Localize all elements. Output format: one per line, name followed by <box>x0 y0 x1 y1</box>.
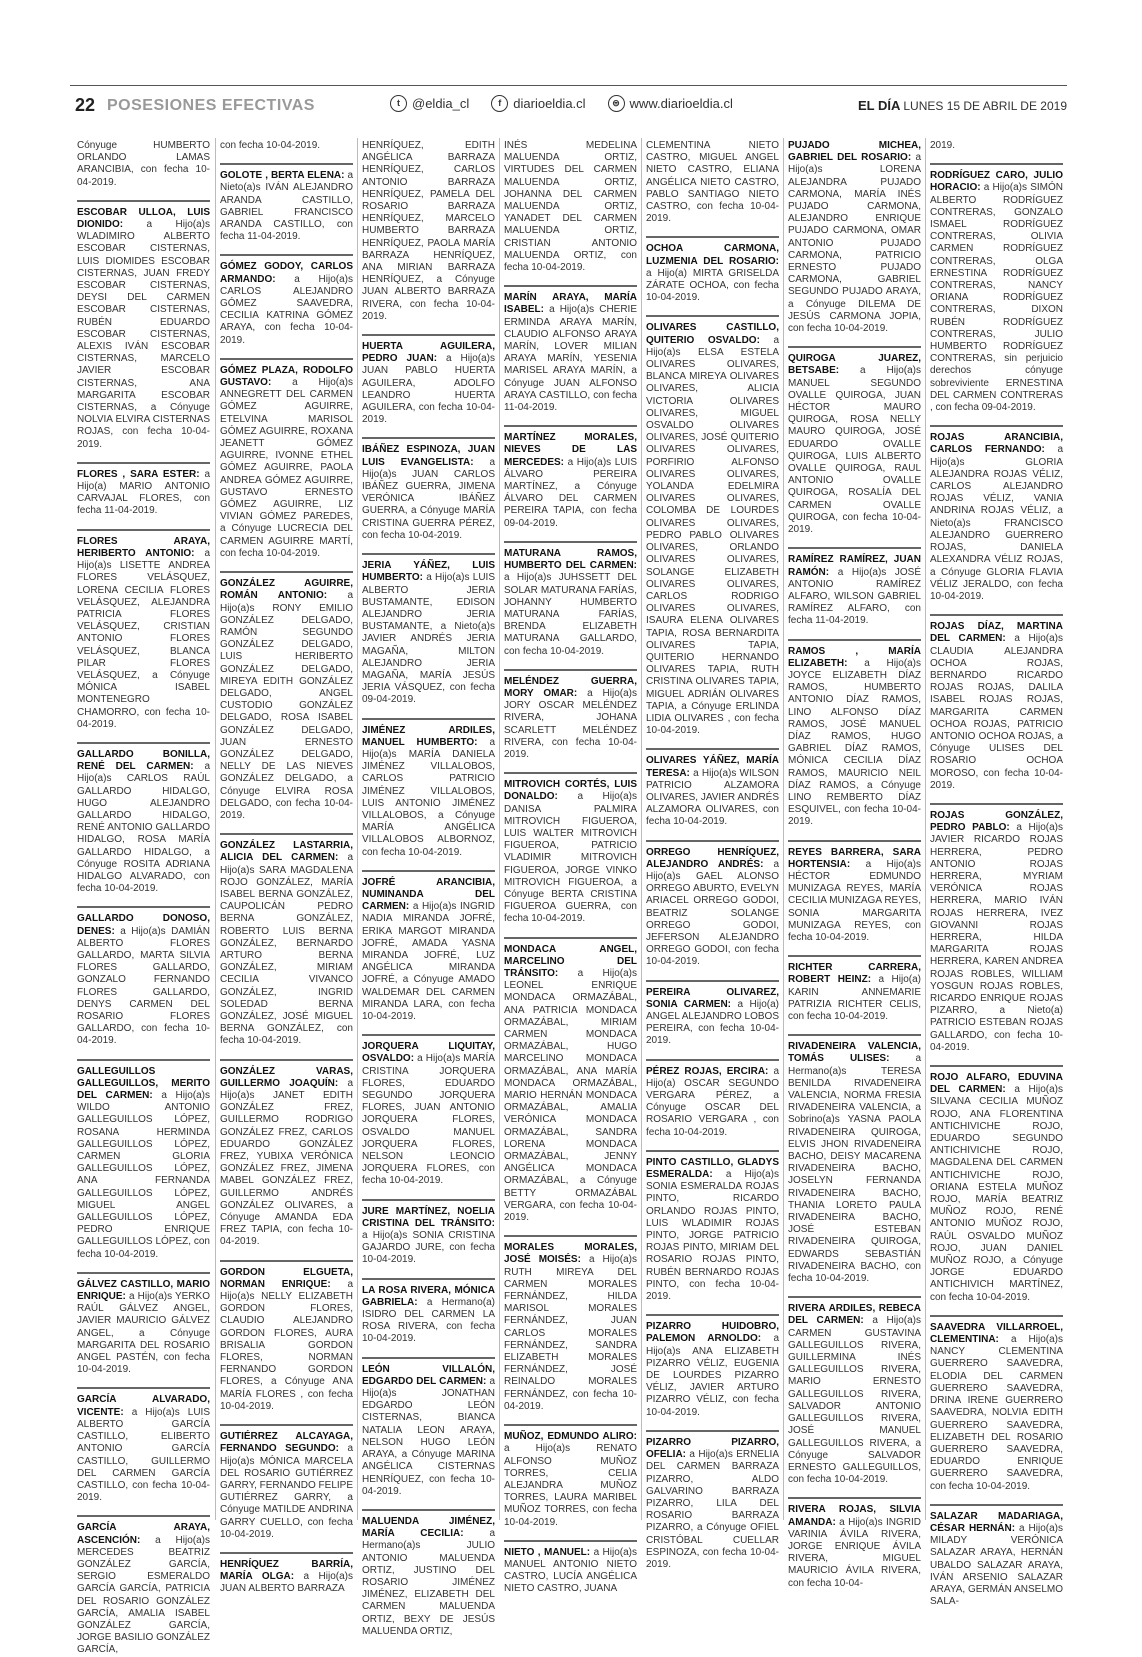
notice-entry <box>788 646 921 829</box>
heirs-text: a Hijo(a)s RONY EMILIO GONZÁLEZ DELGADO, RAMÓN SEGUNDO GONZÁLEZ DELGADO, LUIS HERIBERTO GONZÁLEZ DELGADO, MIREYA EDITH GONZÁLEZ DELGADO, ANGEL CUSTODIO GONZÁLEZ DELGADO, ROSA ISABEL GONZÁLEZ DELGADO, JUAN ERNESTO GONZÁLEZ DELGADO, NELLY DE LAS NIEVES GONZÁLEZ DELGADO, a Cónyuge ELVIRA ROSA DELGADO, con fecha 10-04-2019. <box>220 590 353 821</box>
notice-entry <box>504 676 637 761</box>
heirs-text: a Hijo(a)s LORENA ALEJANDRA PUJADO CARMONA, MARÍA INÉS PUJADO CARMONA, ALEJANDRO ENRIQUE PUJADO CARMONA, OMAR ANTONIO PUJADO CARMONA, PATRICIO ERNESTO PUJADO CARMONA, GABRIEL SEGUNDO PUJADO ARAYA, a Cónyuge DILEMA DE JESÚS CARMONA JOPIA, con fecha 10-04-2019. <box>788 152 921 335</box>
notice-entry <box>77 536 210 731</box>
notice-entry <box>362 140 495 323</box>
heirs-text: a Hijo(a) ANGEL ALEJANDRO LOBOS PEREIRA, con fecha 10-04-2019. <box>646 998 780 1047</box>
website-link[interactable]: www.diarioeldia.cl <box>629 96 733 112</box>
notice-entry <box>788 140 921 335</box>
deceased-name: PÉREZ ROJAS, ERCIRA: <box>646 1065 774 1077</box>
notice-entry <box>788 847 921 945</box>
entry-divider <box>504 772 637 774</box>
header-rule <box>70 85 1067 86</box>
entry-divider <box>220 254 353 256</box>
deceased-name: HUERTA AGUILERA, PEDRO JUAN: <box>362 341 495 365</box>
entry-divider <box>362 870 495 872</box>
notice-entry <box>77 1066 210 1261</box>
heirs-text: a Hijo(a)s MANUEL SEGUNDO OVALLE QUIROGA, JUAN HÉCTOR MAURO QUIROGA, ROSA NELLY MAURO QUIROGA, JOSÉ EDUARDO OVALLE QUIROGA, LUIS ALBERTO OVALLE QUIROGA, RAUL ANTONIO OVALLE QUIROGA, ROSALÍA DEL CARMEN OVALLE QUIROGA, con fecha 10-04-2019. <box>788 365 921 536</box>
brand-name: EL DÍA <box>857 98 901 113</box>
notice-entry <box>220 261 353 346</box>
notice-entry <box>646 1437 779 1571</box>
deceased-name: GÓMEZ PLAZA, RODOLFO GUSTAVO: <box>220 364 353 389</box>
heirs-text: a Hijo(a)s RUTH MIREYA DEL CARMEN MORALES FERNÁNDEZ, HILDA MARISOL MORALES FERNÁNDEZ, JUAN CARLOS MORALES FERNÁNDEZ, SANDRA ELIZABETH MORALES FERNÁNDEZ, JOSÉ REINALDO MORALES FERNÁNDEZ, con fecha 10-04-2019. <box>504 1254 637 1412</box>
notice-entry <box>930 1322 1063 1493</box>
entry-divider <box>646 840 779 842</box>
deceased-name: GONZÁLEZ AGUIRRE, ROMÁN ANTONIO: <box>220 578 353 602</box>
notice-entry <box>504 292 637 414</box>
heirs-text: INÉS MEDELINA MALUENDA ORTIZ, VIRTUDES DEL CARMEN MALUENDA ORTIZ, JOHANNA DEL CARMEN MALUENDA ORTIZ, YANADET DEL CARMEN MALUENDA ORTIZ, CRISTIAN ANTONIO MALUENDA ORTIZ, con fecha 10-04-2019. <box>504 140 637 274</box>
deceased-name: JERIA YÁÑEZ, LUIS HUMBERTO: <box>362 560 495 584</box>
entry-divider <box>930 1315 1063 1317</box>
notice-entry <box>930 140 1063 152</box>
heirs-text: a Hijo(a)s CARLOS RAÚL GALLARDO HIDALGO, HUGO ALEJANDRO GALLARDO HIDALGO, RENÉ ANTONIO GALLARDO HIDALGO, ROSA MARÍA GALLARDO HIDALGO, a Cónyuge ROSITA ADRIANA HIDALGO ALVARADO, con fecha 10-04-2019. <box>77 761 210 895</box>
deceased-name: FLORES , SARA ESTER: <box>77 468 205 480</box>
deceased-name: GORDON ELGUETA, NORMAN ENRIQUE: <box>220 1266 353 1290</box>
notice-entry <box>362 444 495 542</box>
issue-date: LUNES 15 DE ABRIL DE 2019 <box>903 99 1067 113</box>
notice-entry <box>504 1242 637 1413</box>
entry-divider <box>362 1034 495 1036</box>
heirs-text: a Hijo(a)s SILVANA CECILIA MUÑOZ ROJO, ANA FLORENTINA ANTICHIVICHE ROJO, EDUARDO SEGUNDO ANTICHIVICHE ROJO, MAGDALENA DEL CARMEN ANTICHIVICHE ROJO, ORIANA ESTELA MUÑOZ ROJO, MARÍA BEATRIZ MUÑOZ ROJO, RENÉ ANTONIO MUÑOZ ROJO, RAÚL OSVALDO MUÑOZ ROJO, JUAN DANIEL MUÑOZ ROJO, a Cónyuge JORGE EDUARDO ANTICHIVICH MARTÍNEZ, con fecha 10-04-2019. <box>930 1084 1064 1303</box>
notice-entry <box>504 548 637 658</box>
entry-divider <box>220 571 353 573</box>
notice-entry <box>220 170 353 243</box>
deceased-name: RIVERA ARDILES, REBECA DEL CARMEN: <box>788 1303 921 1327</box>
heirs-text: a Hijo(a)s SARA MAGDALENA ROJO GONZÁLEZ, MARÍA ISABEL BERNA GONZÁLEZ, CAUPOLICÁN PEDRO BERNA GONZÁLEZ, ROBERTO LUIS BERNA GONZÁLEZ, BERNARDO ARTURO BERNA GONZÁLEZ, MIRIAM CECILIA VIVANCO GONZÁLEZ, INGRID SOLEDAD BERNA GONZÁLEZ, JOSÉ MIGUEL BERNA GONZÁLEZ, con fecha 10-04-2019. <box>220 852 353 1047</box>
entry-divider <box>930 614 1063 616</box>
column-separator <box>641 138 642 1520</box>
deceased-name: PIZARRO HUIDOBRO, PALEMON ARNOLDO: <box>646 1321 779 1345</box>
deceased-name: RAMÍREZ RAMÍREZ, JUAN RAMÓN: <box>788 554 921 578</box>
notice-entry <box>788 1504 921 1589</box>
heirs-text: a Hijo(a)s JOSÉ ANTONIO RAMÍREZ ALFARO, WILSON GABRIEL RAMÍREZ ALFARO, con fecha 11-04-2019. <box>788 566 922 627</box>
heirs-text: a Hermano(a)s TERESA BENILDA RIVADENEIRA VALENCIA, NORMA FRESIA RIVADENEIRA VALENCIA, a Sobrino(a)s YASNA PAOLA RIVADENEIRA QUIROGA, ELVIS JHON RIVADENEIRA BACHO, DEISY MACARENA RIVADENEIRA BACHO, JOSELYN FERNANDA RIVADENEIRA BACHO, THANIA LORETO PAULA RIVADENEIRA BACHO, JOSÉ ESTEBAN RIVADENEIRA QUIROGA, EDWARDS SEBASTIÁN RIVADENEIRA BACHO, con fecha 10-04-2019. <box>788 1053 921 1285</box>
notice-entry <box>77 913 210 1047</box>
notice-entry <box>220 140 353 152</box>
deceased-name: JORQUERA LIQUITAY, OSVALDO: <box>362 1041 495 1065</box>
notice-entry <box>646 322 779 737</box>
deceased-name: ROJAS GONZÁLEZ, PEDRO PABLO: <box>930 809 1063 834</box>
heirs-text: a Hijo(a)s INGRID NADIA MIRANDA JOFRÉ, ERIKA MARGOT MIRANDA JOFRÉ, AMADA YASNA MIRANDA JOFRÉ, LUZ ANGÉLICA MIRANDA JOFRÉ, a Cónyuge AMADO WALDEMAR DEL CARMEN MIRANDA LARA, con fecha 10-04-2019. <box>362 901 495 1022</box>
entry-divider <box>788 547 921 549</box>
heirs-text: a Hijo(a)s ANA ELIZABETH PIZARRO VÉLIZ, EUGENIA DE LOURDES PIZARRO VÉLIZ, JAVIER ARTURO PIZARRO VÉLIZ, con fecha 10-04-2019. <box>646 1333 779 1418</box>
deceased-name: MUÑOZ, EDMUNDO ALIRO: <box>504 1431 637 1443</box>
entry-divider <box>646 315 779 317</box>
entry-divider <box>504 425 637 427</box>
entry-divider <box>646 748 779 750</box>
deceased-name: RIVERA ROJAS, SILVIA AMANDA: <box>788 1504 921 1528</box>
heirs-text: a Hijo(a)s WLADIMIRO ALBERTO ESCOBAR CISTERNAS, LUIS DIOMIDES ESCOBAR CISTERNAS, JUAN FREDY ESCOBAR CISTERNAS, DEYSI DEL CARMEN ESCOBAR CISTERNAS, RUBÉN EDUARDO ESCOBAR CISTERNAS, ALEXIS IVÁN ESCOBAR CISTERNAS, MARCELO JAVIER ESCOBAR CISTERNAS, ANA MARGARITA ESCOBAR CISTERNAS, a Cónyuge NOLVIA ELVIRA CISTERNAS ROJAS, con fecha 10-04-2019. <box>77 219 210 450</box>
heirs-text: a Hijo(a)s MÓNICA MARCELA DEL ROSARIO GUTIÉRREZ GARRY, FERNANDO FELIPE GUTIÉRREZ GARRY, a Cónyuge MATILDE ANDRINA GARRY CUELLO, con fecha 10-04-2019. <box>220 1443 353 1540</box>
deceased-name: ORREGO HENRÍQUEZ, ALEJANDRO ANDRÉS: <box>646 846 779 870</box>
heirs-text: a Hermano(a) ISIDRO DEL CARMEN LA ROSA RIVERA, con fecha 10-04-2019. <box>362 1296 495 1345</box>
deceased-name: GARCÍA ALVARADO, VICENTE: <box>77 1394 210 1418</box>
entry-divider <box>220 1059 353 1061</box>
deceased-name: OLIVARES YÁÑEZ, MARÍA TERESA: <box>646 755 779 779</box>
entry-divider <box>362 1278 495 1280</box>
notice-entry <box>646 755 779 828</box>
notice-entry <box>930 810 1063 1054</box>
entry-divider <box>77 529 210 531</box>
deceased-name: OLIVARES CASTILLO, QUITERIO OSVALDO: <box>646 322 779 346</box>
deceased-name: GONZÁLEZ VARAS, GUILLERMO JOAQUÍN: <box>220 1065 353 1089</box>
notice-entry <box>362 1206 495 1267</box>
heirs-text: a Hijo(a)s CLAUDIA ALEJANDRA OCHOA ROJAS, BERNARDO RICARDO ROJAS ROJAS, DALILA ISABEL ROJAS ROJAS, MARGARITA CARMEN OCHOA ROJAS, PATRICIO ANTONIO OCHOA ROJAS, a Cónyuge ULISES DEL ROSARIO OCHOA MOROSO, con fecha 10-04-2019. <box>930 633 1064 791</box>
heirs-text: a Hijo(a)s DANISA PALMIRA MITROVICH FIGUEROA, LUIS WALTER MITROVICH FIGUEROA, PATRICIO VLADIMIR MITROVICH FIGUEROA, JORGE VINKO MITROVICH FIGUEROA, a Cónyuge BERTA CRISTINA FIGUEROA GUERRA, con fecha 10-04-2019. <box>504 791 637 925</box>
column-2 <box>220 140 353 1595</box>
deceased-name: MITROVICH CORTÉS, LUIS DONALDO: <box>504 779 637 803</box>
entry-divider <box>504 541 637 543</box>
entry-divider <box>504 1540 637 1542</box>
deceased-name: JURE MARTÍNEZ, NOELIA CRISTINA DEL TRÁNSITO: <box>362 1205 495 1229</box>
heirs-text: a Hijo(a)s MILADY VERÓNICA SALAZAR ARAYA, HERNÁN UBALDO SALAZAR ARAYA, IVÁN ARSENIO SALAZAR ARAYA, GERMÁN ANSELMO SALA- <box>930 1522 1063 1608</box>
notice-entry <box>362 1285 495 1346</box>
heirs-text: a Hijo(a)s JUAN ALBERTO BARRAZA <box>220 1571 353 1595</box>
section-title: POSESIONES EFECTIVAS <box>107 97 315 114</box>
notice-entry <box>930 432 1063 603</box>
deceased-name: GALLEGUILLOS GALLEGUILLOS, MERITO DEL CARMEN: <box>77 1065 210 1102</box>
notice-entry <box>646 987 779 1048</box>
notice-entry <box>77 1522 210 1656</box>
heirs-text: a Hijo(a)s INGRID VARINIA ÁVILA RIVERA, JORGE ENRIQUE ÁVILA RIVERA, MIGUEL MAURICIO ÁVILA RIVERA, con fecha 10-04- <box>788 1516 921 1589</box>
entry-divider <box>77 1272 210 1274</box>
heirs-text: a Hijo(a) MIRTA GRISELDA ZÁRATE OCHOA, con fecha 10-04-2019. <box>646 267 779 304</box>
notice-entry <box>504 944 637 1225</box>
heirs-text: a Hijo(a)s MARÍA DANIELA JIMÉNEZ VILLALOBOS, CARLOS PATRICIO JIMÉNEZ VILLALOBOS, LUIS ANTONIO JIMÉNEZ VILLALOBOS, a Cónyuge MARÍA ANGÉLICA VILLALOBOS ALBORNOZ, con fecha 10-04-2019. <box>362 736 495 858</box>
heirs-text: a Hijo(a)s DAMIÁN ALBERTO FLORES GALLARDO, MARTA SILVIA FLORES GALLARDO, GONZALO FERNANDO FLORES GALLARDO, DENYS CARMEN DEL ROSARIO FLORES GALLARDO, con fecha 10-04-2019. <box>77 925 210 1047</box>
notice-entry <box>220 1431 353 1541</box>
notice-entry <box>930 170 1063 414</box>
deceased-name: IBÁÑEZ ESPINOZA, JUAN LUIS EVANGELISTA: <box>362 444 495 468</box>
notice-entry <box>362 725 495 859</box>
entry-divider <box>220 358 353 360</box>
heirs-text: a Hijo(a)s JANET EDITH GONZÁLEZ FREZ, GUILLERMO RODRIGO GONZÁLEZ FREZ, CARLOS EDUARDO GONZÁLEZ FREZ, YUBIXA VERÓNICA GONZÁLEZ FREZ, JIMENA MABEL GONZÁLEZ FREZ, GUILLERMO ANDRÉS GONZÁLEZ OLIVARES, a Cónyuge AMANDA EDA FREZ TAPIA, con fecha 10-04-2019. <box>220 1077 353 1248</box>
deceased-name: RICHTER CARRERA, ROBERT HEINZ: <box>788 962 921 986</box>
heirs-text: a Hijo(a)s CARMEN GUSTAVINA GALLEGUILLOS RIVERA, GUILLERMINA INÉS GALLEGUILLOS RIVERA, MARIO ERNESTO GALLEGUILLOS RIVERA, SALVADOR ANTONIO GALLEGUILLOS RIVERA, JOSÉ MANUEL GALLEGUILLOS RIVERA, a Cónyuge SALVADOR ERNESTO GALLEGUILLOS, con fecha 10-04-2019. <box>788 1315 922 1486</box>
heirs-text: a Hijo(a) KARIN ANNEMARIE PATRIZIA RICHTER CELIS, con fecha 10-04-2019. <box>788 974 922 1022</box>
heirs-text: a Hijo(a)s JORY OSCAR MELÉNDEZ RIVERA, JOHANA SCARLETT MELÉNDEZ RIVERA, con fecha 10-04-2019. <box>504 687 638 760</box>
heirs-text: a Hijo(a)s ERNELIA DEL CARMEN BARRAZA PIZARRO, ALDO GALVARINO BARRAZA PIZARRO, LILA DEL ROSARIO BARRAZA PIZARRO, a Cónyuge OFIEL CRISTÓBAL CUELLAR ESPINOZA, con fecha 10-04-2019. <box>646 1449 780 1570</box>
web-icon: ⊜ <box>608 95 625 112</box>
deceased-name: ESCOBAR ULLOA, LUIS DIONIDO: <box>77 206 210 231</box>
deceased-name: SAAVEDRA VILLARROEL, CLEMENTINA: <box>930 1321 1063 1346</box>
deceased-name: PUJADO MICHEA, GABRIEL DEL ROSARIO: <box>788 140 921 164</box>
heirs-text: a Hijo(a) OSCAR SEGUNDO VERGARA PÉREZ, a Cónyuge OSCAR DEL ROSARIO VERGARA , con fecha 10-04-2019. <box>646 1065 779 1138</box>
deceased-name: JIMÉNEZ ARDILES, MANUEL HUMBERTO: <box>362 724 495 748</box>
heirs-text: a Hijo(a)s SONIA CRISTINA GAJARDO JURE, con fecha 10-04-2019. <box>362 1230 495 1266</box>
notice-entry <box>362 341 495 426</box>
deceased-name: MORALES MORALES, JOSÉ MOISÉS: <box>504 1242 637 1266</box>
notice-entry <box>362 1516 495 1638</box>
entry-divider <box>788 639 921 641</box>
entry-divider <box>646 1314 779 1316</box>
deceased-name: MATURANA RAMOS, HUMBERTO DEL CARMEN: <box>504 547 637 572</box>
notice-entry <box>220 1559 353 1596</box>
entry-divider <box>930 425 1063 427</box>
entry-divider <box>646 1059 779 1061</box>
entry-divider <box>362 553 495 555</box>
entry-divider <box>362 718 495 720</box>
entry-divider <box>220 1260 353 1262</box>
entry-divider <box>77 462 210 464</box>
notice-entry <box>220 840 353 1047</box>
heirs-text: a Hijo(a)s HÉCTOR EDMUNDO MUNIZAGA REYES, MARÍA CECILIA MUNIZAGA REYES, SONIA MARGARITA MUNIZAGA REYES, con fecha 10-04-2019. <box>788 858 921 943</box>
entry-divider <box>362 437 495 439</box>
heirs-text: a Hijo(a)s WILDO ANTONIO GALLEGUILLOS LÓPEZ, ROSANA HERMINDA GALLEGUILLOS LÓPEZ, CARMEN GLORIA GALLEGUILLOS LÓPEZ, ANA FERNANDA GALLEGUILLOS LÓPEZ, MIGUEL ANGEL GALLEGUILLOS LÓPEZ, PEDRO ENRIQUE GALLEGUILLOS LÓPEZ, con fecha 10-04-2019. <box>77 1090 211 1260</box>
deceased-name: RIVADENEIRA VALENCIA, TOMÁS ULISES: <box>788 1041 921 1065</box>
deceased-name: GÓMEZ GODOY, CARLOS ARMANDO: <box>220 261 353 285</box>
page-header <box>75 95 1067 125</box>
column-3 <box>362 140 495 1637</box>
notice-entry <box>788 1303 921 1486</box>
deceased-name: QUIROGA JUAREZ, BETSABE: <box>788 353 921 377</box>
notice-entry <box>77 749 210 895</box>
notice-entry <box>77 1394 210 1504</box>
deceased-name: GOLOTE , BERTA ELENA: <box>220 170 348 182</box>
notice-entry <box>77 140 210 189</box>
heirs-text: a Hijo(a) MARIO ANTONIO CARVAJAL FLORES, con fecha 11-04-2019. <box>77 468 210 517</box>
column-1 <box>77 140 211 1656</box>
heirs-text: a Hijo(a)s ELSA ESTELA OLIVARES OLIVARES, BLANCA MIREYA OLIVARES OLIVARES, ALICIA VICTORIA OLIVARES OLIVARES, MIGUEL OSVALDO OLIVARES OLIVARES, JOSÉ QUITERIO OLIVARES OLIVARES, PORFIRIO ALFONSO OLIVARES OLIVARES, YOLANDA EDELMIRA OLIVARES OLIVARES, COLOMBA DE LOURDES OLIVARES OLIVARES, PEDRO PABLO OLIVARES OLIVARES, ORLANDO OLIVARES OLIVARES, SOLANGE ELIZABETH OLIVARES OLIVARES, CARLOS RODRIGO OLIVARES OLIVARES, ISAURA ELENA OLIVARES TAPIA, ROSA BERNARDITA OLIVARES TAPIA, QUITERIO HERNANDO OLIVARES TAPIA, RUTH CRISTINA OLIVARES TAPIA, MIGUEL ADRIÁN OLIVARES TAPIA, a Cónyuge ERLINDA LIDIA OLIVARES , con fecha 10-04-2019. <box>646 334 779 737</box>
notice-entry <box>646 140 779 225</box>
entry-divider <box>788 1497 921 1499</box>
entry-divider <box>362 1509 495 1511</box>
deceased-name: GALLARDO DONOSO, DENES: <box>77 913 210 937</box>
notice-entry <box>930 1511 1063 1609</box>
heirs-text: a Hijo(a)s ANNEGRETT DEL CARMEN GÓMEZ AGUIRRE, ETELVINA MARISOL GÓMEZ AGUIRRE, ROXANA JEANETT GÓMEZ AGUIRRE, IVONNE ETHEL GÓMEZ AGUIRRE, PAOLA ANDREA GÓMEZ AGUIRRE, GUSTAVO ERNESTO GÓMEZ AGUIRRE, LIZ VIVIAN GÓMEZ PAREDES, a Cónyuge LUCRECIA DEL CARMEN AGUIRRE MARTÍ, con fecha 10-04-2019. <box>220 377 353 559</box>
column-7 <box>930 140 1064 1608</box>
deceased-name: ROJAS DÍAZ, MARTINA DEL CARMEN: <box>930 621 1063 645</box>
heirs-text: a Hijo(a)s JAVIER RICARDO ROJAS HERRERA, PEDRO ANTONIO ROJAS HERRERA, MYRIAM VERÓNICA ROJAS HERRERA, MARIO IVÁN ROJAS HERRERA, IVEZ GIOVANNI ROJAS HERRERA, HILDA MARGARITA ROJAS HERRERA, KAREN ANDREA ROJAS ROBLES, WILLIAM YOSGUN ROJAS ROBLES, RICARDO ENRIQUE ROJAS PIZARRO, a Nieto(a) PATRICIO ESTEBAN ROJAS GALLARDO, con fecha 10-04-2019. <box>930 822 1063 1053</box>
heirs-text: a Hijo(a)s CHERIE ERMINDA ARAYA MARÍN, CLAUDIO ALFONSO ARAYA MARÍN, LOVER MILIAN ARAYA MARÍN, YESENIA MARISEL ARAYA MARÍN, a Cónyuge JUAN ALFONSO ARAYA CASTILLO, con fecha 11-04-2019. <box>504 304 638 414</box>
heirs-text: a Hijo(a)s LISETTE ANDREA FLORES VELÁSQUEZ, LORENA CECILIA FLORES VELÁSQUEZ, ALEJANDRA PATRICIA FLORES VELÁSQUEZ, CRISTIAN ANTONIO FLORES VELÁSQUEZ, BLANCA PILAR FLORES VELÁSQUEZ, a Cónyuge MÓNICA ISABEL MONTENEGRO CHAMORRO, con fecha 10-04-2019. <box>77 547 210 730</box>
notice-entry <box>646 1066 779 1139</box>
deceased-name: HENRÍQUEZ BARRÍA, MARÍA OLGA: <box>220 1558 353 1583</box>
notice-entry <box>646 847 779 969</box>
notice-entry <box>646 1321 779 1419</box>
entry-divider <box>77 200 210 202</box>
notice-entry <box>362 560 495 706</box>
heirs-text: a Hijo(a)s CARLOS ALEJANDRO GÓMEZ SAAVEDRA, CECILIA KATRINA GÓMEZ ARAYA, con fecha 10-04-2019. <box>220 273 353 346</box>
entry-divider <box>220 833 353 835</box>
heirs-text: HENRÍQUEZ, EDITH ANGÉLICA BARRAZA HENRÍQUEZ, CARLOS ANTONIO BARRAZA HENRÍQUEZ, PAMELA DEL ROSARIO BARRAZA HENRÍQUEZ, MARCELO HUMBERTO BARRAZA HENRÍQUEZ, PAOLA MARÍA BARRAZA HENRÍQUEZ, ANA MIRIAN BARRAZA HENRÍQUEZ, a Cónyuge JUAN ALBERTO BARRAZA RIVERA, con fecha 10-04-2019. <box>362 140 495 322</box>
deceased-name: OCHOA CARMONA, LUZMENIA DEL ROSARIO: <box>646 243 779 267</box>
notice-entry <box>646 1157 779 1303</box>
notice-entry <box>788 962 921 1023</box>
entry-divider <box>930 163 1063 165</box>
column-separator <box>357 138 358 1520</box>
entry-divider <box>77 906 210 908</box>
notice-entry <box>930 1072 1063 1304</box>
deceased-name: MELÉNDEZ GUERRA, MORY OMAR: <box>504 675 637 699</box>
notice-entry <box>362 1041 495 1187</box>
facebook-handle[interactable]: diarioeldia.cl <box>513 96 586 112</box>
heirs-text: Cónyuge HUMBERTO ORLANDO LAMAS ARANCIBIA, con fecha 10-04-2019. <box>77 140 210 188</box>
heirs-text: a Hijo(a)s WILSON PATRICIO ALZAMORA OLIVARES, JAVIER ANDRÉS ALZAMORA OLIVARES, con fecha 10-04-2019. <box>646 767 780 828</box>
heirs-text: a Hijo(a)s NELLY ELIZABETH GORDON FLORES, CLAUDIO ALEJANDRO GORDON FLORES, AURA BRISALIA GORDON FLORES, NORMAN FERNANDO GORDON FLORES, a Cónyuge ANA MARÍA FLORES , con fecha 10-04-2019. <box>220 1278 353 1412</box>
column-5 <box>646 140 780 1570</box>
heirs-text: a Hijo(a)s JUAN CARLOS IBÁÑEZ GUERRA, JIMENA VERÓNICA IBÁÑEZ GUERRA, a Cónyuge MARÍA CRISTINA GUERRA PÉREZ, con fecha 10-04-2019. <box>362 456 495 541</box>
entry-divider <box>930 803 1063 805</box>
notice-entry <box>504 1547 637 1596</box>
deceased-name: ROJAS ARANCIBIA, CARLOS FERNANDO: <box>930 432 1063 456</box>
heirs-text: a Hijo(a)s MARÍA CRISTINA JORQUERA FLORES, EDUARDO SEGUNDO JORQUERA FLORES, JUAN ANTONIO JORQUERA FLORES, OSVALDO MANUEL JORQUERA FLORES, NELSON LEONCIO JORQUERA FLORES, con fecha 10-04-2019. <box>362 1053 495 1187</box>
notice-entry <box>788 353 921 536</box>
entry-divider <box>77 1515 210 1517</box>
notice-entry <box>788 1041 921 1285</box>
deceased-name: GÁLVEZ CASTILLO, MARIO ENRIQUE: <box>77 1278 210 1303</box>
deceased-name: MARTÍNEZ MORALES, NIEVES DE LAS MERCEDES: <box>504 432 637 468</box>
heirs-text: a Hijo(a)s LUIS ÁLVARO PEREIRA MARTÍNEZ, a Cónyuge ÁLVARO DEL CARMEN PEREIRA TAPIA, con fecha 09-04-2019. <box>504 456 637 529</box>
heirs-text: a Hijo(a)s JUHSSETT DEL SOLAR MATURANA FARÍAS, JOHANNY HUMBERTO MATURANA FARÍAS, BRENDA ELIZABETH MATURANA GALLARDO, con fecha 10-04-2019. <box>504 572 637 657</box>
notice-entry <box>77 207 210 451</box>
twitter-icon: t <box>390 95 407 112</box>
notice-entry <box>220 1066 353 1249</box>
entry-divider <box>504 1235 637 1237</box>
heirs-text: a Hijo(a)s LUIS ALBERTO GARCÍA CASTILLO, ELIBERTO ANTONIO GARCÍA CASTILLO, GUILLERMO DEL CARMEN GARCÍA CASTILLO, con fecha 10-04-2019. <box>77 1406 210 1504</box>
deceased-name: PEREIRA OLIVAREZ, SONIA CARMEN: <box>646 986 779 1010</box>
heirs-text: con fecha 10-04-2019. <box>220 140 321 151</box>
heirs-text: a Hijo(a)s MANUEL ANTONIO NIETO CASTRO, LUCÍA ANGÉLICA NIETO CASTRO, JUANA <box>504 1546 638 1595</box>
notice-entry <box>362 877 495 1023</box>
notice-entry <box>77 1279 210 1377</box>
heirs-text: a Hijo(a)s YERKO RAÚL GÁLVEZ ANGEL, JAVIER MAURICIO GÁLVEZ ANGEL, a Cónyuge MARGARITA DEL ROSARIO ANGEL PASTÉN, con fecha 10-04-2019. <box>77 1291 210 1376</box>
notice-entry <box>220 365 353 560</box>
heirs-text: a Hijo(a)s MERCEDES BEATRIZ GONZÁLEZ GARCÍA, SERGIO ESMERALDO GARCÍA GARCÍA, PATRICIA DEL ROSARIO GONZÁLEZ GARCÍA, AMALIA ISABEL GONZÁLEZ GARCÍA, JORGE BASILIO GONZÁLEZ GARCÍA, <box>77 1534 210 1656</box>
deceased-name: RODRÍGUEZ CARO, JULIO HORACIO: <box>930 170 1063 194</box>
entry-divider <box>788 1034 921 1036</box>
deceased-name: GALLARDO BONILLA, RENÉ DEL CARMEN: <box>77 748 210 773</box>
entry-divider <box>646 1150 779 1152</box>
heirs-text: a Hijo(a)s JUAN PABLO HUERTA AGUILERA, ADOLFO LEANDRO HUERTA AGUILERA, con fecha 10-04-2019. <box>362 353 495 426</box>
deceased-name: RAMOS , MARÍA ELIZABETH: <box>788 645 921 669</box>
entry-divider <box>788 955 921 957</box>
entry-divider <box>220 1552 353 1554</box>
heirs-text: a Hijo(a)s LUIS ALBERTO JERIA BUSTAMANTE, EDISON ALEJANDRO JERIA BUSTAMANTE, a Nieto(a)s JAVIER ANDRÉS JERIA MAGAÑA, MILTON ALEJANDRO JERIA MAGAÑA, MARÍA JESÚS JERIA VÁSQUEZ, con fecha 09-04-2019. <box>362 572 495 706</box>
entry-divider <box>646 980 779 982</box>
deceased-name: LEÓN VILLALÓN, EDGARDO DEL CARMEN: <box>362 1363 495 1387</box>
entry-divider <box>504 285 637 287</box>
heirs-text: a Hijo(a)s SONIA ESMERALDA ROJAS PINTO, RICARDO ORLANDO ROJAS PINTO, LUIS WLADIMIR ROJAS PINTO, JORGE PATRICIO ROJAS PINTO, MIRIAM DEL ROSARIO ROJAS PINTO, RUBÉN BERNARDO ROJAS PINTO, con fecha 10-04-2019. <box>646 1169 779 1303</box>
notice-entry <box>504 1431 637 1529</box>
entry-divider <box>504 937 637 939</box>
heirs-text: a Nieto(a)s IVÁN ALEJANDRO ARANDA CASTILLO, GABRIEL FRANCISCO ARANDA CASTILLO, con fecha 11-04-2019. <box>220 170 353 243</box>
masthead <box>858 98 1067 113</box>
heirs-text: a Hermano(a)s JULIO ANTONIO MALUENDA ORTIZ, JUSTINO DEL ROSARIO JIMÉNEZ JIMÉNEZ, ELIZABETH DEL CARMEN MALUENDA ORTIZ, BEXY DE JESÚS MALUENDA ORTIZ, <box>362 1528 495 1637</box>
column-separator <box>925 138 926 1520</box>
heirs-text: a Hijo(a)s SIMÓN ALBERTO RODRÍGUEZ CONTRERAS, GONZALO ISMAEL RODRÍGUEZ CONTRERAS, OLIVIA CARMEN RODRÍGUEZ CONTRERAS, OLGA ERNESTINA RODRÍGUEZ CONTRERAS, NANCY ORIANA RODRÍGUEZ CONTRERAS, DIXON RUBÉN RODRÍGUEZ CONTRERAS, JULIO HUMBERTO RODRÍGUEZ CONTRERAS, sin perjuicio derechos cónyuge sobreviviente ERNESTINA DEL CARMEN CONTRERAS , con fecha 09-04-2019. <box>930 182 1063 414</box>
notice-entry <box>646 243 779 304</box>
deceased-name: LA ROSA RIVERA, MÓNICA GABRIELA: <box>362 1284 495 1308</box>
entry-divider <box>788 346 921 348</box>
deceased-name: GUTIÉRREZ ALCAYAGA, FERNANDO SEGUNDO: <box>220 1431 353 1455</box>
entry-divider <box>77 1387 210 1389</box>
entry-divider <box>220 1424 353 1426</box>
page-number: 22 <box>75 95 96 115</box>
deceased-name: MONDACA ANGEL, MARCELINO DEL TRÁNSITO: <box>504 943 637 979</box>
heirs-text: a Hijo(a)s JONATHAN EDGARDO LEÓN CISTERNAS, BIANCA NATALIA LEON ARAYA, NELSON HUGO LEÓN ARAYA, a Cónyuge MARINA ANGÉLICA CISTERNAS HENRÍQUEZ, con fecha 10-04-2019. <box>362 1375 495 1497</box>
entry-divider <box>930 1504 1063 1506</box>
deceased-name: MARÍN ARAYA, MARÍA ISABEL: <box>504 292 637 316</box>
heirs-text: a Hijo(a)s GAEL ALONSO ORREGO ABURTO, EVELYN ARIACEL ORREGO GODOI, BEATRIZ SOLANGE ORREGO GODOI, JEFERSON ALEJANDRO ORREGO GODOI, con fecha 10-04-2019. <box>646 858 779 968</box>
column-separator <box>783 138 784 1520</box>
entry-divider <box>788 840 921 842</box>
facebook-icon: f <box>491 95 508 112</box>
deceased-name: SALAZAR MADARIAGA, CÉSAR HERNÁN: <box>930 1510 1063 1534</box>
notice-entry <box>788 554 921 627</box>
notice-entry <box>504 779 637 925</box>
deceased-name: REYES BARRERA, SARA HORTENSIA: <box>788 846 921 870</box>
heirs-text: a Hijo(a)s RENATO ALFONSO MUÑOZ TORRES, CELIA ALEJANDRA MUÑOZ TORRES, LAURA MARIBEL MUÑOZ TORRES, con fecha 10-04-2019. <box>504 1443 637 1528</box>
column-separator <box>215 138 216 1520</box>
column-separator <box>499 138 500 1520</box>
notice-entry <box>930 621 1063 792</box>
deceased-name: GARCÍA ARAYA, ASCENCIÓN: <box>77 1522 210 1546</box>
entry-divider <box>504 1424 637 1426</box>
entry-divider <box>646 236 779 238</box>
notice-entry <box>220 578 353 822</box>
column-6 <box>788 140 922 1589</box>
deceased-name: PINTO CASTILLO, GLADYS ESMERALDA: <box>646 1156 779 1181</box>
heirs-text: a Hijo(a)s NANCY CLEMENTINA GUERRERO SAAVEDRA, ELODIA DEL CARMEN GUERRERO SAAVEDRA, DRINA IRENE GUERRERO SAAVEDRA, NOLVIA EDITH GUERRERO SAAVEDRA, ELIZABETH DEL ROSARIO GUERRERO SAAVEDRA, EDUARDO ENRIQUE GUERRERO SAAVEDRA, con fecha 10-04-2019. <box>930 1334 1063 1492</box>
entry-divider <box>504 669 637 671</box>
entry-divider <box>77 742 210 744</box>
notice-entry <box>362 1364 495 1498</box>
deceased-name: FLORES ARAYA, HERIBERTO ANTONIO: <box>77 535 210 559</box>
entry-divider <box>646 1430 779 1432</box>
notice-entry <box>504 432 637 530</box>
heirs-text: CLEMENTINA NIETO CASTRO, MIGUEL ANGEL NIETO CASTRO, ELIANA ANGÉLICA NIETO CASTRO, PABLO SANTIAGO NIETO CASTRO, con fecha 10-04-2019. <box>646 140 779 225</box>
heirs-text: 2019. <box>930 140 956 151</box>
deceased-name: JOFRÉ ARANCIBIA, NUMINANDA DEL CARMEN: <box>362 876 495 913</box>
heirs-text: a Hijo(a)s GLORIA ALEJANDRA ROJAS VÉLIZ, CARLOS ALEJANDRO ROJAS VÉLIZ, VANIA ANDRINA ROJAS VÉLIZ, a Nieto(a)s FRANCISCO ALEJANDRO GUERRERO ROJAS, DANIELA ALEXANDRA VÉLIZ ROJAS, a Cónyuge GLORIA FLAVIA VÉLIZ JERALDO, con fecha 10-04-2019. <box>930 444 1063 602</box>
entry-divider <box>788 1296 921 1298</box>
entry-divider <box>362 1357 495 1359</box>
heirs-text: a Hijo(a)s JOYCE ELIZABETH DÍAZ RAMOS, HUMBERTO ANTONIO DÍAZ RAMOS, LINO ALFONSO DÍAZ RAMOS, JOSÉ MANUEL DÍAZ RAMOS, HUGO GABRIEL DÍAZ RAMOS, MÓNICA CECILIA DÍAZ RAMOS, MAURICIO NEIL DÍAZ RAMOS, a Cónyuge LINO REMBERTO DÍAZ ESQUIVEL, con fecha 10-04-2019. <box>788 657 921 828</box>
entry-divider <box>220 163 353 165</box>
deceased-name: GONZÁLEZ LASTARRIA, ALICIA DEL CARMEN: <box>220 840 353 864</box>
notice-entry <box>77 469 210 518</box>
deceased-name: MALUENDA JIMÉNEZ, MARÍA CECILIA: <box>362 1515 495 1540</box>
entry-divider <box>77 1059 210 1061</box>
column-4 <box>504 140 638 1595</box>
deceased-name: PIZARRO PIZARRO, OFELIA: <box>646 1436 779 1461</box>
entry-divider <box>362 1199 495 1201</box>
deceased-name: ROJO ALFARO, EDUVINA DEL CARMEN: <box>930 1072 1063 1096</box>
heirs-text: a Hijo(a)s LEONEL ENRIQUE MONDACA ORMAZÁBAL, ANA PATRICIA MONDACA ORMAZÁBAL, MIRIAM CARMEN MONDACA ORMAZÁBAL, HUGO MARCELINO MONDACA ORMAZÁBAL, ANA MARÍA MONDACA ORMAZÁBAL, MARIO HERNÁN MONDACA ORMAZÁBAL, AMALIA VERÓNICA MONDACA ORMAZÁBAL, SANDRA LORENA MONDACA ORMAZÁBAL, JENNY ANGÉLICA MONDACA ORMAZÁBAL, a Cónyuge BETTY ORMAZÁBAL VERGARA, con fecha 10-04-2019. <box>504 967 637 1224</box>
social-links <box>390 95 733 112</box>
notice-entry <box>220 1267 353 1413</box>
twitter-handle[interactable]: @eldia_cl <box>412 96 470 112</box>
deceased-name: NIETO , MANUEL: <box>504 1546 594 1558</box>
entry-divider <box>362 334 495 336</box>
entry-divider <box>930 1065 1063 1067</box>
notice-entry <box>504 140 637 274</box>
